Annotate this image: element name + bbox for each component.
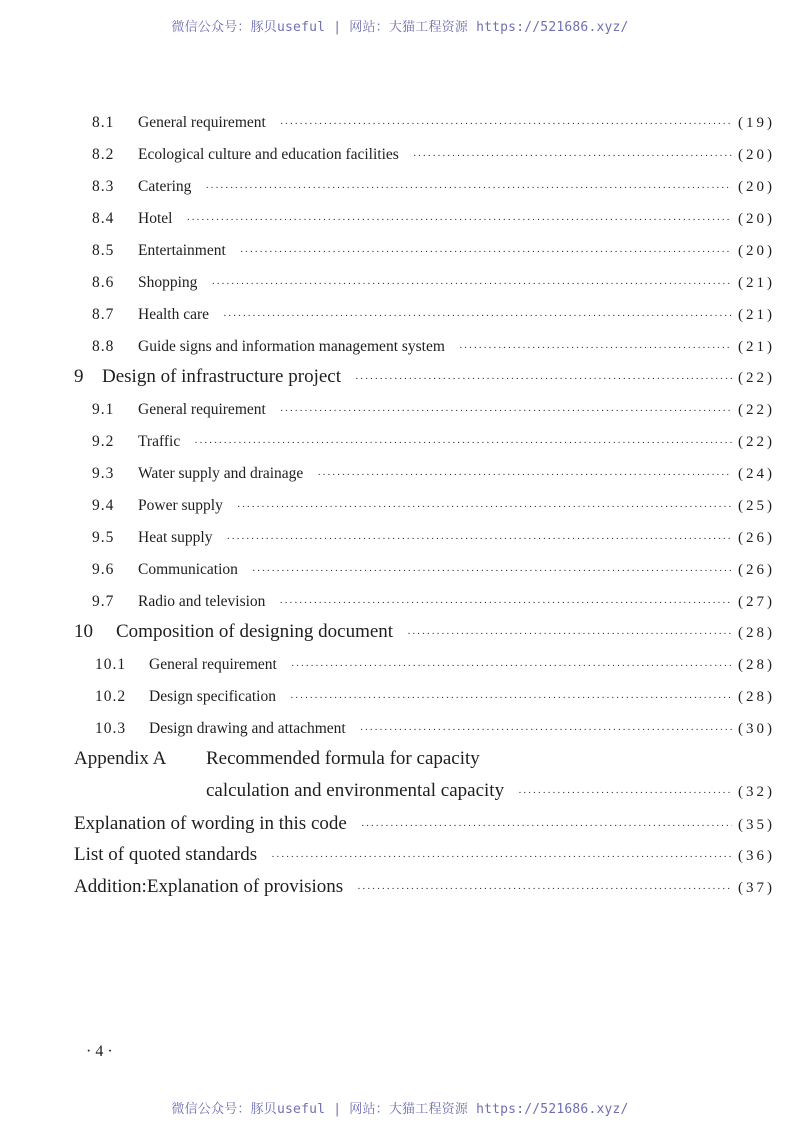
leader-dots: [407, 628, 732, 640]
toc-page: (28): [738, 657, 775, 673]
toc-title: Composition of designing document: [116, 621, 394, 642]
toc-entry-10-3[interactable]: [0, 720, 800, 744]
toc-entry-8-4[interactable]: [0, 210, 800, 234]
toc-title: Design drawing and attachment: [149, 720, 346, 737]
toc-entry-8-8[interactable]: [0, 338, 800, 362]
toc-title: Catering: [138, 178, 192, 195]
toc-number: 8.1: [92, 114, 115, 131]
toc-title: Ecological culture and education facilities: [138, 146, 399, 163]
toc-page: (20): [738, 243, 775, 259]
toc-title: List of quoted standards: [74, 844, 258, 865]
leader-dots: [194, 437, 732, 449]
toc-number: 9: [74, 366, 84, 387]
toc-number: 8.5: [92, 242, 115, 259]
toc-page: (20): [738, 147, 775, 163]
toc-page: (28): [738, 689, 775, 705]
toc-appendix-a[interactable]: [0, 748, 800, 772]
toc-number: 8.2: [92, 146, 115, 163]
toc-entry-9-1[interactable]: [0, 401, 800, 425]
toc-title: Shopping: [138, 274, 198, 291]
leader-dots: [205, 182, 732, 194]
toc-page: (22): [738, 370, 775, 386]
toc-explanation-of-wording[interactable]: [0, 813, 800, 837]
watermark-bottom: 微信公众号：豚贝useful | 网站：大猫工程资源 https://521686.xyz/: [171, 1102, 629, 1117]
toc-title: Power supply: [138, 497, 223, 514]
toc-entry-9-5[interactable]: [0, 529, 800, 553]
toc-title: Design specification: [149, 688, 276, 705]
toc-number: 8.7: [92, 306, 115, 323]
toc-page: (26): [738, 530, 775, 546]
toc-number: 9.2: [92, 433, 115, 450]
toc-title: General requirement: [149, 656, 277, 673]
toc-entry-8-6[interactable]: [0, 274, 800, 298]
toc-number: 9.6: [92, 561, 115, 578]
leader-dots: [279, 597, 732, 609]
toc-number: 9.5: [92, 529, 115, 546]
leader-dots: [237, 501, 732, 513]
leader-dots: [226, 533, 732, 545]
leader-dots: [252, 565, 732, 577]
toc-entry-10-2[interactable]: [0, 688, 800, 712]
toc-page: (27): [738, 594, 775, 610]
toc-number: 10.1: [95, 656, 127, 673]
toc-page: (21): [738, 275, 775, 291]
leader-dots: [291, 660, 732, 672]
toc-title: Explanation of wording in this code: [74, 813, 347, 834]
toc-number: 8.8: [92, 338, 115, 355]
toc-page: (26): [738, 562, 775, 578]
leader-dots: [223, 310, 732, 322]
toc-title: Health care: [138, 306, 209, 323]
toc-appendix-a-continued[interactable]: [0, 780, 800, 804]
toc-entry-8-3[interactable]: [0, 178, 800, 202]
toc-title: Hotel: [138, 210, 173, 227]
toc-title: Water supply and drainage: [138, 465, 304, 482]
toc-page: (24): [738, 466, 775, 482]
leader-dots: [211, 278, 732, 290]
toc-page: (36): [738, 848, 775, 864]
page-number: ·4·: [86, 1043, 117, 1060]
toc-number: 10.2: [95, 688, 127, 705]
toc-page: (22): [738, 402, 775, 418]
toc-number: 9.4: [92, 497, 115, 514]
watermark-top: 微信公众号：豚贝useful | 网站：大猫工程资源 https://521686.xyz/: [171, 20, 629, 35]
toc-number: 9.3: [92, 465, 115, 482]
toc-title: General requirement: [138, 401, 266, 418]
toc-appendix-label: Appendix A: [74, 748, 167, 769]
toc-title: calculation and environmental capacity: [206, 780, 505, 801]
toc-number: 10.3: [95, 720, 127, 737]
leader-dots: [271, 851, 732, 863]
toc-title: Design of infrastructure project: [102, 366, 341, 387]
toc-page: (21): [738, 307, 775, 323]
leader-dots: [240, 246, 732, 258]
toc-title: Recommended formula for capacity: [206, 748, 480, 769]
leader-dots: [518, 787, 732, 799]
toc-title: Entertainment: [138, 242, 226, 259]
toc-entry-8-5[interactable]: [0, 242, 800, 266]
toc-entry-9-6[interactable]: [0, 561, 800, 585]
toc-page: (32): [738, 784, 775, 800]
toc-entry-9-3[interactable]: [0, 465, 800, 489]
toc-number: 10: [74, 621, 93, 642]
toc-page: (22): [738, 434, 775, 450]
toc-entry-8-1[interactable]: [0, 114, 800, 138]
toc-title: Traffic: [138, 433, 181, 450]
toc-title: Radio and television: [138, 593, 266, 610]
toc-number: 8.6: [92, 274, 115, 291]
toc-title: Addition:Explanation of provisions: [74, 876, 344, 897]
toc-page: (28): [738, 625, 775, 641]
toc-page: (20): [738, 179, 775, 195]
leader-dots: [317, 469, 732, 481]
toc-title: Heat supply: [138, 529, 213, 546]
leader-dots: [186, 214, 732, 226]
leader-dots: [355, 373, 732, 385]
toc-page: (35): [738, 817, 775, 833]
leader-dots: [413, 150, 732, 162]
toc-page: (37): [738, 880, 775, 896]
toc-title: Communication: [138, 561, 238, 578]
toc-page: (30): [738, 721, 775, 737]
toc-chapter-10[interactable]: [0, 621, 800, 645]
toc-title: Guide signs and information management system: [138, 338, 445, 355]
toc-entry-10-1[interactable]: [0, 656, 800, 680]
toc-number: 9.1: [92, 401, 115, 418]
toc-title: General requirement: [138, 114, 266, 131]
toc-page: (25): [738, 498, 775, 514]
toc-entry-9-7[interactable]: [0, 593, 800, 617]
leader-dots: [360, 724, 732, 736]
leader-dots: [290, 692, 732, 704]
toc-entry-9-4[interactable]: [0, 497, 800, 521]
leader-dots: [280, 405, 732, 417]
leader-dots: [361, 820, 732, 832]
toc-page: (19): [738, 115, 775, 131]
toc-quoted-standards[interactable]: [0, 844, 800, 868]
toc-entry-9-2[interactable]: [0, 433, 800, 457]
toc-entry-8-7[interactable]: [0, 306, 800, 330]
toc-number: 8.3: [92, 178, 115, 195]
toc-page: (21): [738, 339, 775, 355]
leader-dots: [459, 342, 732, 354]
toc-chapter-9[interactable]: [0, 366, 800, 390]
toc-entry-8-2[interactable]: [0, 146, 800, 170]
toc-page: (20): [738, 211, 775, 227]
leader-dots: [280, 118, 732, 130]
leader-dots: [357, 883, 732, 895]
toc-addition-provisions[interactable]: [0, 876, 800, 900]
toc-number: 8.4: [92, 210, 115, 227]
toc-number: 9.7: [92, 593, 115, 610]
